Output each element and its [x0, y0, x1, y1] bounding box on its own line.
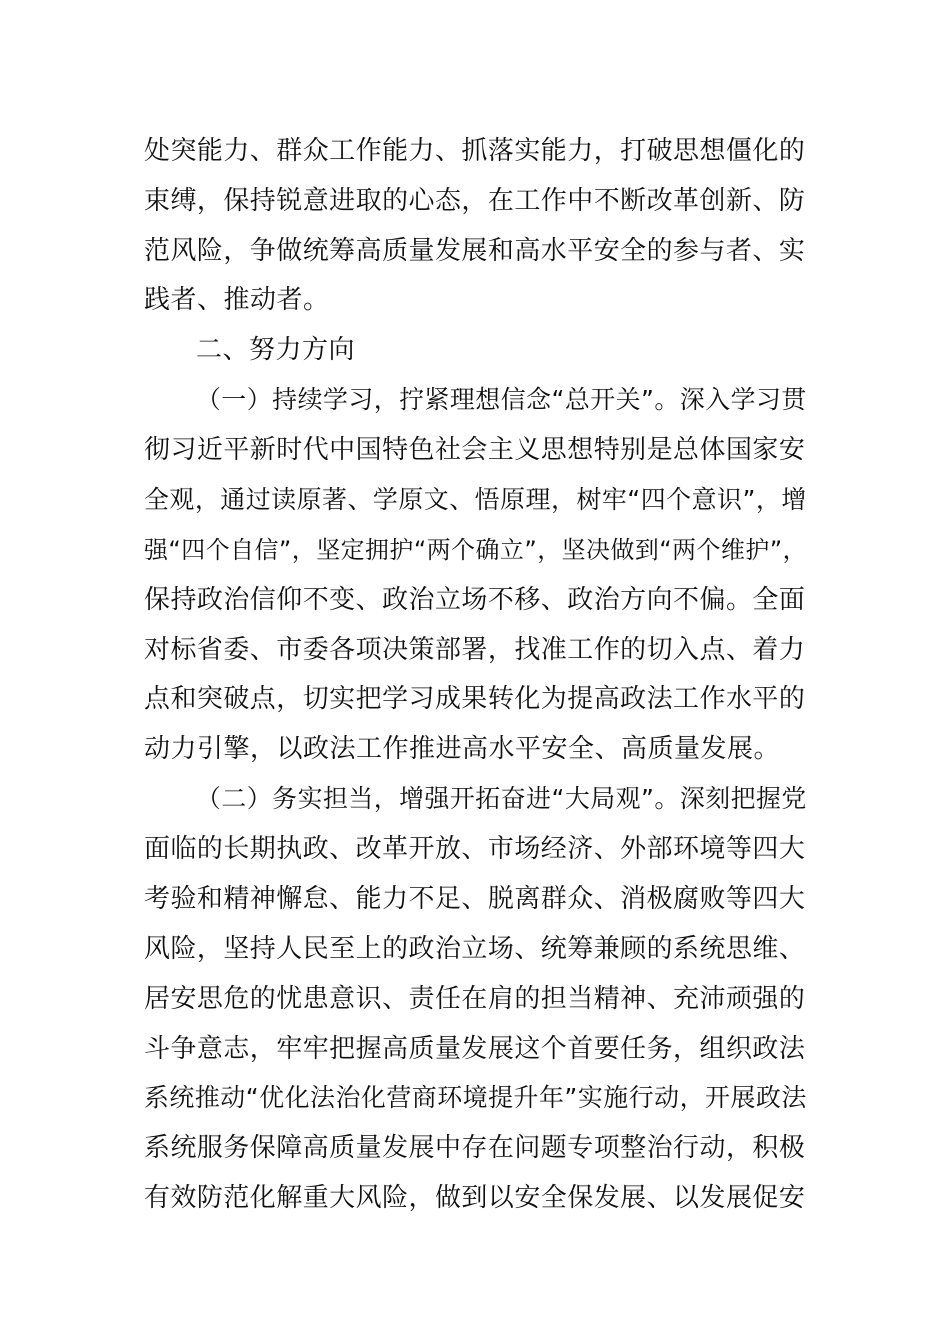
text-line: 风险，坚持人民至上的政治立场、统筹兼顾的系统思维、: [144, 934, 806, 964]
text-line: 系统推动“优化法治化营商环境提升年”实施行动，开展政法: [144, 1083, 807, 1112]
text-line: 斗争意志，牢牢把握高质量发展这个首要任务，组织政法: [144, 1034, 806, 1064]
paragraph-start: （一）持续学习，拧紧理想信念“总开关”。深入学习贯: [196, 385, 807, 414]
paragraph-start: （二）务实担当，增强开拓奋进“大局观”。深刻把握党: [196, 784, 807, 813]
text-line: 考验和精神懈怠、能力不足、脱离群众、消极腐败等四大: [144, 884, 806, 914]
text-line: 系统服务保障高质量发展中存在问题专项整治行动，积极: [144, 1133, 806, 1163]
text-line: 范风险，争做统筹高质量发展和高水平安全的参与者、实: [144, 236, 806, 266]
text-line: 有效防范化解重大风险，做到以安全保发展、以发展促安: [144, 1183, 806, 1213]
text-line: 动力引擎，以政法工作推进高水平安全、高质量发展。: [144, 734, 781, 764]
text-line: 束缚，保持锐意进取的心态，在工作中不断改革创新、防: [144, 186, 806, 216]
text-line: 处突能力、群众工作能力、抓落实能力，打破思想僵化的: [144, 136, 806, 166]
text-line: 全观，通过读原著、学原文、悟原理，树牢“四个意识”，增: [144, 485, 807, 514]
text-line: 面临的长期执政、改革开放、市场经济、外部环境等四大: [144, 834, 806, 864]
text-line: 践者、推动者。: [144, 285, 330, 315]
text-line: 点和突破点，切实把学习成果转化为提高政法工作水平的: [144, 684, 806, 714]
text-line: 彻习近平新时代中国特色社会主义思想特别是总体国家安: [144, 435, 806, 465]
text-line: 强“四个自信”，坚定拥护“两个确立”，坚决做到“两个维护”，: [144, 536, 808, 564]
text-line: 保持政治信仰不变、政治立场不移、政治方向不偏。全面: [144, 585, 806, 615]
text-line: 居安思危的忧患意识、责任在肩的担当精神、充沛顽强的: [144, 984, 806, 1014]
text-line: 对标省委、市委各项决策部署，找准工作的切入点、着力: [144, 635, 806, 665]
section-heading: 二、努力方向: [196, 335, 356, 365]
